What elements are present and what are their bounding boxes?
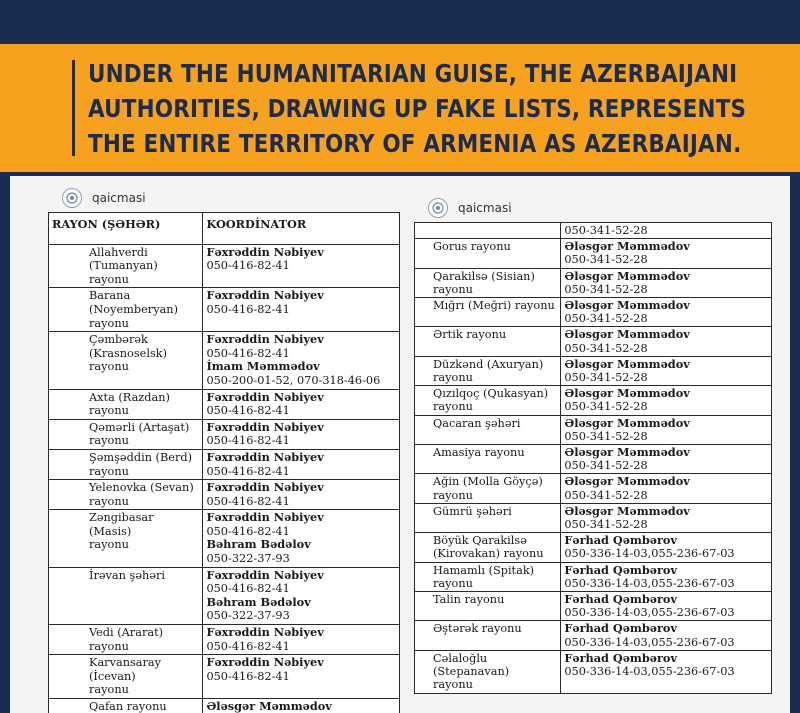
table-row xyxy=(415,621,772,650)
headline-line-3: THE ENTIRE TERRITORY OF ARMENIA AS AZERBAIJAN. xyxy=(88,129,742,158)
coordinator-name: Fəxrəddin Nəbiyev xyxy=(206,419,324,434)
coordinator-cell xyxy=(561,562,772,591)
coordinator-cell xyxy=(561,386,772,415)
coordinator-cell xyxy=(203,332,400,389)
table-row xyxy=(49,244,400,288)
district-name: Gorus rayonu xyxy=(433,240,511,254)
coordinator-phone: 050-336-14-03,055-236-67-03 xyxy=(564,635,735,649)
district-name: Ərtik rayonu xyxy=(433,328,507,342)
column-header-coordinator: KOORDİNATOR xyxy=(203,213,400,245)
district-cell xyxy=(49,625,203,655)
coordinator-name: Ələsgər Məmmədov xyxy=(564,415,690,430)
ornament-logo-icon xyxy=(62,188,82,208)
district-name: Hamamlı (Spitak) xyxy=(433,563,535,577)
coordinator-name: Ələsgər Məmmədov xyxy=(564,268,690,283)
district-name: rayonu xyxy=(433,282,473,296)
district-name: rayonu xyxy=(89,464,129,478)
district-name: rayonu xyxy=(433,488,473,502)
coordinator-name: Fəxrəddin Nəbiyev xyxy=(206,332,324,347)
coordinator-phone: 050-341-52-28 xyxy=(564,312,648,326)
district-name: Allahverdi (Tumanyan) xyxy=(89,245,158,273)
district-cell xyxy=(415,356,561,385)
coordinator-phone: 050-416-82-41 xyxy=(206,404,290,418)
district-cell xyxy=(49,510,203,567)
district-cell xyxy=(415,533,561,562)
coordinator-cell xyxy=(203,449,400,479)
coordinator-cell xyxy=(561,445,772,474)
headline-banner xyxy=(0,44,800,172)
coordinator-phone: 050-336-14-03,055-236-67-03 xyxy=(564,665,735,679)
coordinator-name: Fərhad Qəmbərov xyxy=(564,621,678,636)
district-name: Vedi (Ararat) rayonu xyxy=(89,626,164,653)
coordinator-name: Ələsgər Məmmədov xyxy=(564,474,690,489)
district-name: (Kirovakan) rayonu xyxy=(433,547,544,561)
district-name: rayonu xyxy=(89,683,129,697)
table-row xyxy=(49,567,400,624)
district-name: Talin rayonu xyxy=(433,593,505,607)
district-cell xyxy=(415,474,561,503)
coordinator-cell xyxy=(561,650,772,693)
table-row xyxy=(415,356,772,385)
ornament-logo-icon xyxy=(428,198,448,218)
coordinator-name: Fəxrəddin Nəbiyev xyxy=(206,449,324,464)
coordinator-phone: 050-416-82-41 xyxy=(206,302,290,316)
coordinator-name: Fərhad Qəmbərov xyxy=(564,562,678,577)
coordinator-cell xyxy=(203,288,400,332)
coordinator-cell xyxy=(203,625,400,655)
table-row xyxy=(415,415,772,444)
right-post xyxy=(414,194,772,694)
coordinator-phone: 050-416-82-41 xyxy=(206,524,290,538)
district-name: Zəngibasar (Masis) xyxy=(89,511,154,538)
table-row xyxy=(415,239,772,268)
table-row xyxy=(415,223,772,239)
coordinator-name: Ələsgər Məmmədov xyxy=(564,239,690,254)
district-name: Böyük Qarakilsə xyxy=(433,534,527,548)
table-row xyxy=(49,699,400,713)
coordinator-phone: 050-322-37-93 xyxy=(206,609,290,623)
coordinator-cell xyxy=(561,356,772,385)
table-row xyxy=(415,562,772,591)
district-name: Qızılqoç (Qukasyan) xyxy=(433,387,549,401)
coordinator-cell xyxy=(561,415,772,444)
district-name: rayonu xyxy=(433,400,473,414)
coordinator-cell xyxy=(203,244,400,288)
district-cell xyxy=(49,419,203,449)
table-row xyxy=(49,510,400,567)
table-row xyxy=(415,503,772,532)
district-name: Şəmşəddin (Berd) xyxy=(89,450,192,464)
table-row xyxy=(49,480,400,510)
coordinator-cell xyxy=(561,298,772,327)
district-cell xyxy=(415,386,561,415)
district-name: Çəmbərək xyxy=(89,333,148,347)
coordinator-cell xyxy=(203,389,400,419)
coordinator-phone: 050-416-82-41 xyxy=(206,259,290,273)
coordinator-cell xyxy=(203,480,400,510)
coordinator-name: Fəxrəddin Nəbiyev xyxy=(206,510,324,525)
table-row xyxy=(49,332,400,389)
coordinator-phone: 050-416-82-41 xyxy=(206,494,290,508)
coordinator-phone: 050-200-01-52, 070-318-46-06 xyxy=(206,373,381,387)
coordinator-cell xyxy=(561,268,772,297)
district-name: Axta (Razdan) rayonu xyxy=(89,390,170,418)
coordinator-name: Fəxrəddin Nəbiyev xyxy=(206,288,324,303)
district-name: Barana (Noyemberyan) xyxy=(89,289,178,316)
coordinator-name: Ələsgər Məmmədov xyxy=(564,386,690,401)
table-row xyxy=(415,327,772,356)
coordinator-phone: 050-341-52-28 xyxy=(564,459,648,473)
table-row xyxy=(415,474,772,503)
table-row xyxy=(415,592,772,621)
district-cell xyxy=(49,655,203,699)
coordinator-name: Ələsgər Məmmədov xyxy=(564,503,690,518)
table-row xyxy=(49,288,400,332)
table-row xyxy=(49,389,400,419)
district-name: Əştərək rayonu xyxy=(433,622,522,636)
table-row xyxy=(415,533,772,562)
district-name: rayonu xyxy=(433,678,473,692)
district-name: rayonu xyxy=(89,434,129,448)
district-cell xyxy=(415,327,561,356)
coordinator-name: Fəxrəddin Nəbiyev xyxy=(206,480,324,495)
coordinator-name: Fərhad Qəmbərov xyxy=(564,650,678,665)
district-name: Düzkənd (Axuryan) xyxy=(433,357,544,371)
coordinator-name: Ələsgər Məmmədov xyxy=(564,445,690,460)
coordinator-phone: 050-416-82-41 xyxy=(206,346,290,360)
coordinator-cell xyxy=(561,621,772,650)
coordinator-name: Fəxrəddin Nəbiyev xyxy=(206,567,324,582)
coordinator-phone: 050-416-82-41 xyxy=(206,582,290,596)
district-name: Qarakilsə (Sisian) xyxy=(433,269,535,283)
coordinator-name: Fərhad Qəmbərov xyxy=(564,592,678,607)
district-cell xyxy=(415,239,561,268)
table-header-row xyxy=(49,213,400,245)
headline-line-2: AUTHORITIES, DRAWING UP FAKE LISTS, REPRESENTS xyxy=(88,94,747,123)
coordinator-phone: 050-336-14-03,055-236-67-03 xyxy=(564,576,735,590)
account-header xyxy=(48,184,400,212)
coordinator-cell xyxy=(561,223,772,239)
coordinator-phone: 050-416-82-41 xyxy=(206,639,290,653)
headline-line-1: UNDER THE HUMANITARIAN GUISE, THE AZERBAIJANI xyxy=(88,59,738,88)
coordinator-name: Ələsgər Məmmədov xyxy=(206,699,332,713)
district-name: Cəlaloğlu (Stepanavan) xyxy=(433,651,510,679)
coordinator-cell xyxy=(561,474,772,503)
district-name: rayonu xyxy=(89,494,129,508)
district-name: Qafan rayonu xyxy=(89,700,167,713)
district-cell xyxy=(49,244,203,288)
district-cell xyxy=(415,621,561,650)
district-name: Gümrü şəhəri xyxy=(433,504,512,518)
district-cell xyxy=(415,268,561,297)
district-cell xyxy=(415,445,561,474)
coordinator-cell xyxy=(203,655,400,699)
district-cell xyxy=(415,503,561,532)
coordinator-cell xyxy=(561,503,772,532)
coordinator-name: Ələsgər Məmmədov xyxy=(564,356,690,371)
coordinator-phone: 050-341-52-28 xyxy=(564,253,648,267)
coordinator-name: Ələsgər Məmmədov xyxy=(564,298,690,313)
district-cell xyxy=(415,650,561,693)
coordinator-phone: 050-341-52-28 xyxy=(564,429,648,443)
district-cell xyxy=(415,298,561,327)
coordinator-cell xyxy=(561,592,772,621)
coordinator-cell xyxy=(203,699,400,713)
coordinator-name: Bəhram Bədəlov xyxy=(206,594,311,609)
screenshot-sheet xyxy=(10,176,790,713)
coordinator-name: Fəxrəddin Nəbiyev xyxy=(206,244,324,259)
district-name: Qacaran şəhəri xyxy=(433,416,521,430)
coordinator-phone: 050-341-52-28 xyxy=(564,518,648,532)
coordinator-cell xyxy=(561,327,772,356)
district-name: rayonu xyxy=(89,272,129,286)
coordinator-phone: 050-341-52-28 xyxy=(564,371,648,385)
coordinator-phone: 050-416-82-41 xyxy=(206,464,290,478)
coordinator-cell xyxy=(203,567,400,624)
table-row xyxy=(415,445,772,474)
district-cell xyxy=(415,223,561,239)
table-row xyxy=(49,419,400,449)
district-cell xyxy=(49,332,203,389)
district-cell xyxy=(415,415,561,444)
table-row xyxy=(415,268,772,297)
district-cell xyxy=(415,562,561,591)
coordinator-cell xyxy=(561,239,772,268)
left-post xyxy=(48,184,400,713)
table-row xyxy=(49,625,400,655)
coordinator-phone: 050-336-14-03,055-236-67-03 xyxy=(564,606,735,620)
banner-accent-bar xyxy=(72,60,75,156)
account-name[interactable]: qaicmasi xyxy=(458,201,512,215)
account-name[interactable]: qaicmasi xyxy=(92,191,146,205)
coordinator-name: Fəxrəddin Nəbiyev xyxy=(206,625,324,640)
right-district-table xyxy=(414,222,772,694)
coordinator-phone: 050-322-37-93 xyxy=(206,552,290,566)
table-row xyxy=(415,386,772,415)
table-row xyxy=(49,449,400,479)
coordinator-name: Fərhad Qəmbərov xyxy=(564,533,678,548)
coordinator-phone: 050-341-52-28 xyxy=(564,488,648,502)
district-name: Karvansaray (İcevan) xyxy=(89,656,162,683)
coordinator-phone: 050-336-14-03,055-236-67-03 xyxy=(564,547,735,561)
left-district-table xyxy=(48,212,400,713)
district-name: rayonu xyxy=(433,371,473,385)
coordinator-name: Bəhram Bədəlov xyxy=(206,537,311,552)
top-band xyxy=(0,0,800,44)
district-cell xyxy=(49,449,203,479)
coordinator-name: Ələsgər Məmmədov xyxy=(564,327,690,342)
coordinator-phone: 050-341-52-28 xyxy=(564,400,648,414)
coordinator-name: Fəxrəddin Nəbiyev xyxy=(206,655,324,670)
district-cell xyxy=(49,480,203,510)
district-name: rayonu xyxy=(89,538,129,552)
district-name: rayonu xyxy=(433,576,473,590)
coordinator-name: İmam Məmmədov xyxy=(206,359,320,374)
district-name: Mığrı (Meğri) rayonu xyxy=(433,299,555,313)
coordinator-phone: 050-341-52-28 xyxy=(564,341,648,355)
coordinator-cell xyxy=(203,419,400,449)
table-row xyxy=(415,650,772,693)
district-cell xyxy=(49,288,203,332)
table-row xyxy=(415,298,772,327)
district-cell xyxy=(49,567,203,624)
table-row xyxy=(49,655,400,699)
coordinator-phone: 050-341-52-28 xyxy=(564,224,648,237)
district-name: Ağin (Molla Göyçə) xyxy=(433,475,543,489)
district-name: Qəmərli (Artaşat) xyxy=(89,420,190,434)
district-cell xyxy=(49,389,203,419)
column-header-district: RAYON (ŞƏHƏR) xyxy=(49,213,203,245)
district-name: Amasiya rayonu xyxy=(433,446,525,460)
coordinator-phone: 050-416-82-41 xyxy=(206,434,290,448)
coordinator-name: Fəxrəddin Nəbiyev xyxy=(206,389,324,404)
coordinator-cell xyxy=(203,510,400,567)
coordinator-phone: 050-341-52-28 xyxy=(564,282,648,296)
district-cell xyxy=(415,592,561,621)
district-name: rayonu xyxy=(89,316,129,330)
coordinator-cell xyxy=(561,533,772,562)
district-cell xyxy=(49,699,203,713)
district-name: (Krasnoselsk) rayonu xyxy=(89,346,168,374)
district-name: İrəvan şəhəri xyxy=(89,568,165,582)
headline xyxy=(88,56,747,161)
district-name: Yelenovka (Sevan) xyxy=(89,481,194,495)
account-header xyxy=(414,194,772,222)
coordinator-phone: 050-416-82-41 xyxy=(206,669,290,683)
